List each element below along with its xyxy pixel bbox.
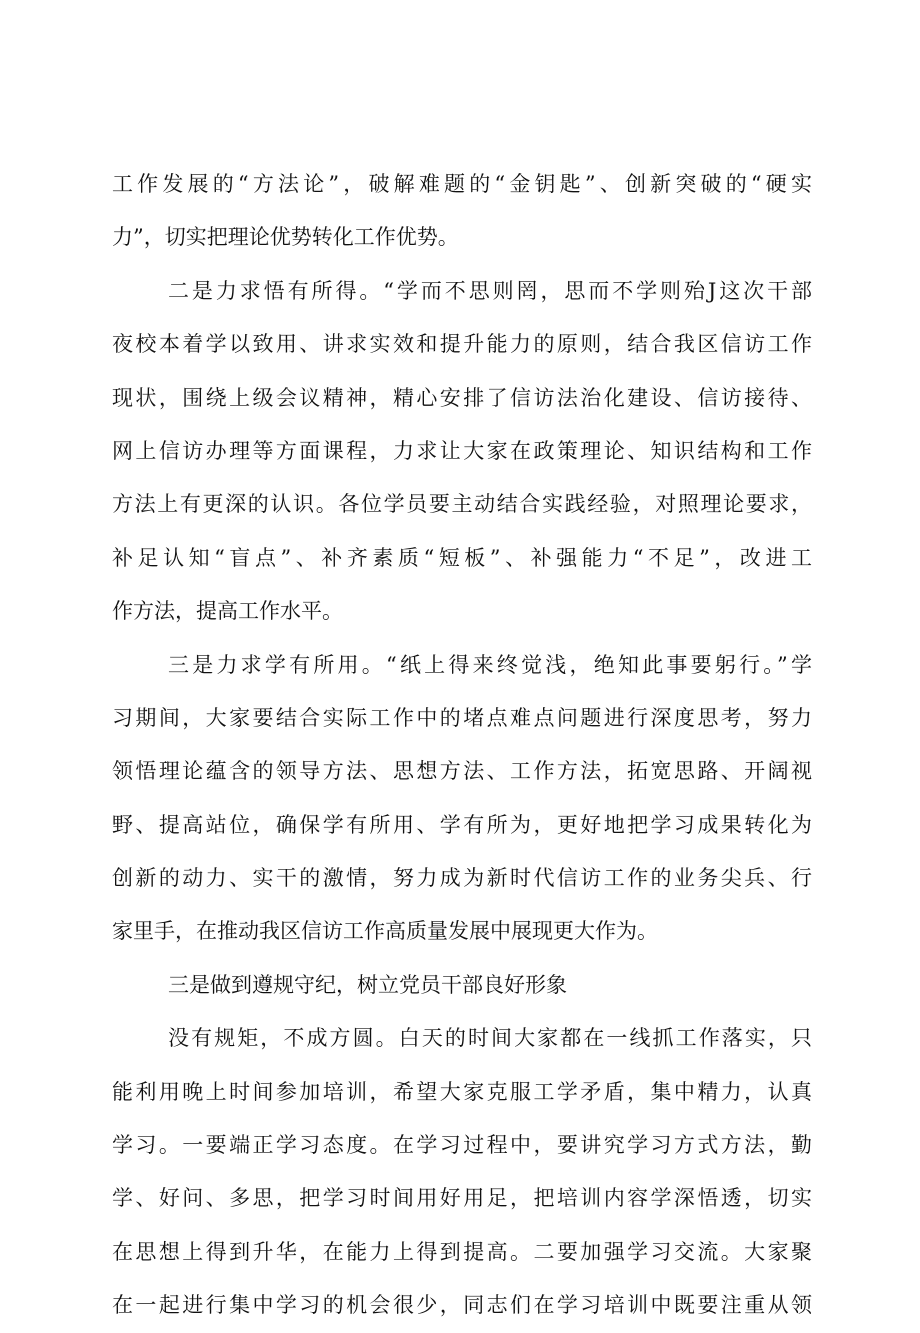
text-line: 三是力求学有所用。“纸上得来终觉浅，绝知此事要躬行。”学 (168, 652, 812, 677)
text-line: 家里手，在推动我区信访工作高质量发展中展现更大作为。 (112, 919, 658, 944)
text-line: 二是力求悟有所得。“学而不思则罔，思而不学则殆J这次干部 (168, 278, 812, 303)
text-line: 现状，围绕上级会议精神，精心安排了信访法治化建设、信访接待、 (112, 385, 812, 410)
text-line: 没有规矩，不成方圆。白天的时间大家都在一线抓工作落实，只 (168, 1026, 812, 1051)
text-line: 野、提高站位，确保学有所用、学有所为，更好地把学习成果转化为 (112, 812, 812, 837)
text-line: 在思想上得到升华，在能力上得到提高。二要加强学习交流。大家聚 (112, 1239, 812, 1264)
section-heading (112, 959, 812, 1012)
text-line: 夜校本着学以致用、讲求实效和提升能力的原则，结合我区信访工作 (112, 332, 812, 357)
text-line: 补足认知“盲点”、补齐素质“短板”、补强能力“不足”，改进工 (112, 545, 812, 570)
text-line: 能利用晚上时间参加培训，希望大家克服工学矛盾，集中精力，认真 (112, 1079, 812, 1104)
text-line: 在一起进行集中学习的机会很少，同志们在学习培训中既要注重从领 (112, 1293, 812, 1318)
text-line: 力”，切实把理论优势转化工作优势。 (112, 225, 459, 250)
text-line: 领悟理论蕴含的领导方法、思想方法、工作方法，拓宽思路、开阔视 (112, 759, 812, 784)
text-line: 创新的动力、实干的激情，努力成为新时代信访工作的业务尖兵、行 (112, 866, 812, 891)
text-line: 工作发展的“方法论”，破解难题的“金钥匙”、创新突破的“硬实 (112, 172, 812, 196)
text-line: 学习。一要端正学习态度。在学习过程中，要讲究学习方式方法，勤 (112, 1133, 812, 1158)
text-line: 学、好问、多思，把学习时间用好用足，把培训内容学深悟透，切实 (112, 1186, 812, 1211)
text-line: 习期间，大家要结合实际工作中的堵点难点问题进行深度思考，努力 (112, 705, 812, 730)
paragraph (112, 639, 812, 959)
text-line: 方法上有更深的认识。各位学员要主动结合实践经验，对照理论要求， (112, 492, 812, 517)
text-line: 三是做到遵规守纪，树立党员干部良好形象 (168, 972, 567, 997)
text-line: 网上信访办理等方面课程，力求让大家在政策理论、知识结构和工作 (112, 438, 812, 463)
paragraph (112, 1012, 812, 1332)
text-line: 作方法，提高工作水平。 (112, 599, 343, 624)
document-body (112, 158, 812, 1333)
paragraph (112, 265, 812, 639)
paragraph (112, 158, 812, 265)
